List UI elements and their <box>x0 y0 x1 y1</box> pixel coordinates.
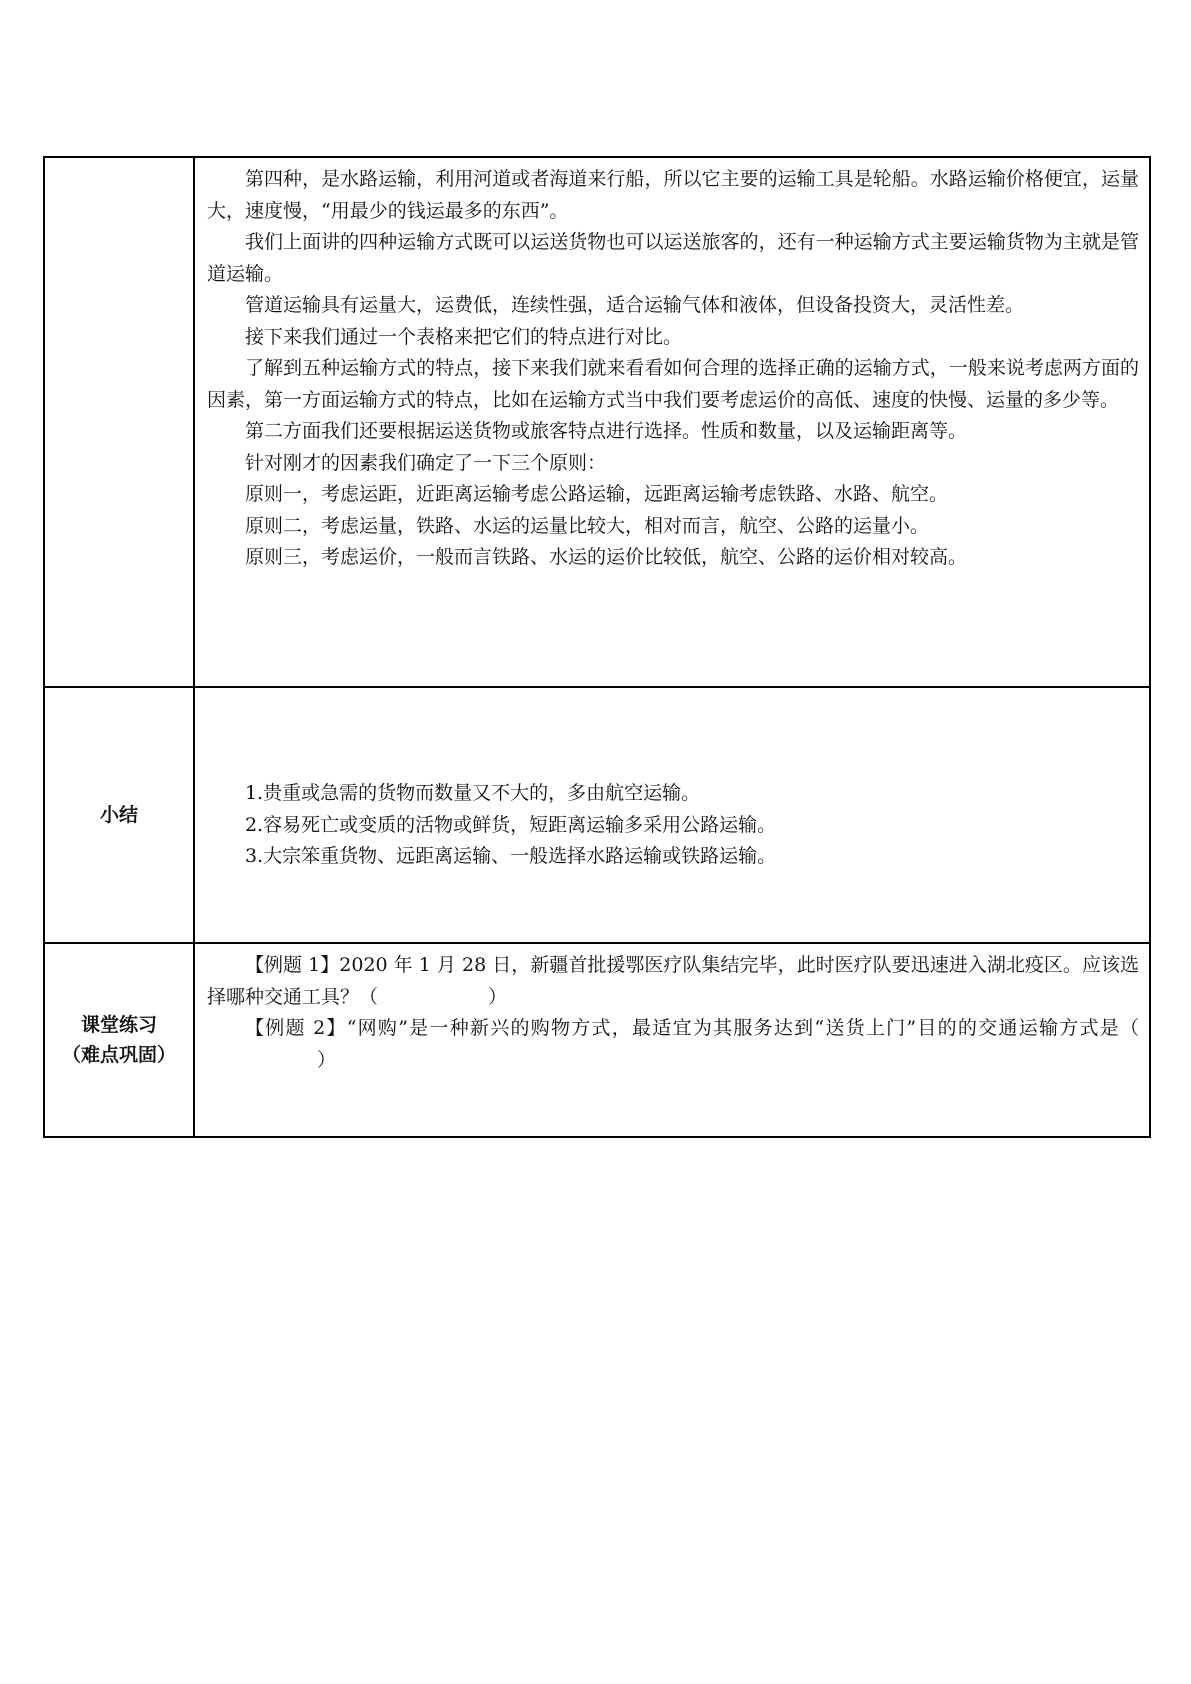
example-2-close: ） <box>317 1048 337 1071</box>
lesson-table <box>43 156 1151 1138</box>
example-2-text: 【例题 2】“网购”是一种新兴的购物方式，最适宜为其服务达到“送货上门”目的的交通运输方式是（ <box>245 1017 1139 1039</box>
summary-item-2: 2.容易死亡或变质的活物或鲜货，短距离运输多采用公路运输。 <box>245 813 777 836</box>
paragraph-second-aspect: 第二方面我们还要根据运送货物或旅客特点进行选择。性质和数量，以及运输距离等。 <box>245 420 968 442</box>
paragraph-pipeline-features: 管道运输具有运量大，运费低，连续性强，适合运输气体和液体，但设备投资大，灵活性差。 <box>245 294 1025 316</box>
example-1-text: 【例题 1】2020 年 1 月 28 日，新疆首批援鄂医疗队集结完毕，此时医疗队要迅速进入湖北疫区。应该选择哪种交通工具？（ <box>207 954 1139 1008</box>
example-1 <box>207 950 1139 1013</box>
summary-list <box>207 694 1139 873</box>
practice-label-line1: 课堂练习 <box>80 1014 157 1036</box>
practice-list <box>207 950 1139 1076</box>
summary-item-1: 1.贵重或急需的货物而数量又不大的，多由航空运输。 <box>245 782 701 804</box>
summary-label: 小结 <box>44 687 194 943</box>
paragraph-principle-one: 原则一，考虑运距，近距离运输考虑公路运输，远距离运输考虑铁路、水路、航空。 <box>245 483 949 505</box>
example-2 <box>207 1013 1139 1076</box>
content-row-label <box>44 157 194 687</box>
summary-body <box>194 687 1150 943</box>
content-row <box>44 157 1150 687</box>
paragraph-principle-three: 原则三，考虑运价，一般而言铁路、水运的运价比较低，航空、公路的运价相对较高。 <box>245 546 968 568</box>
paragraph-three-principles: 针对刚才的因素我们确定了一下三个原则： <box>245 451 607 474</box>
paragraph-table-compare: 接下来我们通过一个表格来把它们的特点进行对比。 <box>245 325 683 348</box>
paragraph-principle-two: 原则二，考虑运量，铁路、水运的运量比较大，相对而言，航空、公路的运量小。 <box>245 514 930 537</box>
practice-row <box>44 943 1150 1137</box>
paragraph-pipeline-intro: 我们上面讲的四种运输方式既可以运送货物也可以运送旅客的，还有一种运输方式主要运输货物为主就是管道运输。 <box>207 231 1139 285</box>
practice-label <box>44 943 194 1137</box>
example-1-close: ） <box>488 985 508 1008</box>
practice-body <box>194 943 1150 1137</box>
summary-row <box>44 687 1150 943</box>
paragraph-water-transport: 第四种，是水路运输，利用河道或者海道来行船，所以它主要的运输工具是轮船。水路运输价格便宜，运量大，速度慢，“用最少的钱运最多的东西”。 <box>207 168 1139 222</box>
summary-item-3: 3.大宗笨重货物、远距离运输、一般选择水路运输或铁路运输。 <box>245 845 777 867</box>
content-row-body <box>194 157 1150 687</box>
practice-label-line2: （难点巩固） <box>61 1044 176 1066</box>
paragraph-choose-method: 了解到五种运输方式的特点，接下来我们就来看看如何合理的选择正确的运输方式，一般来说考虑两方面的因素，第一方面运输方式的特点，比如在运输方式当中我们要考虑运价的高低、速度的快慢、运量的多少等。 <box>207 357 1139 411</box>
